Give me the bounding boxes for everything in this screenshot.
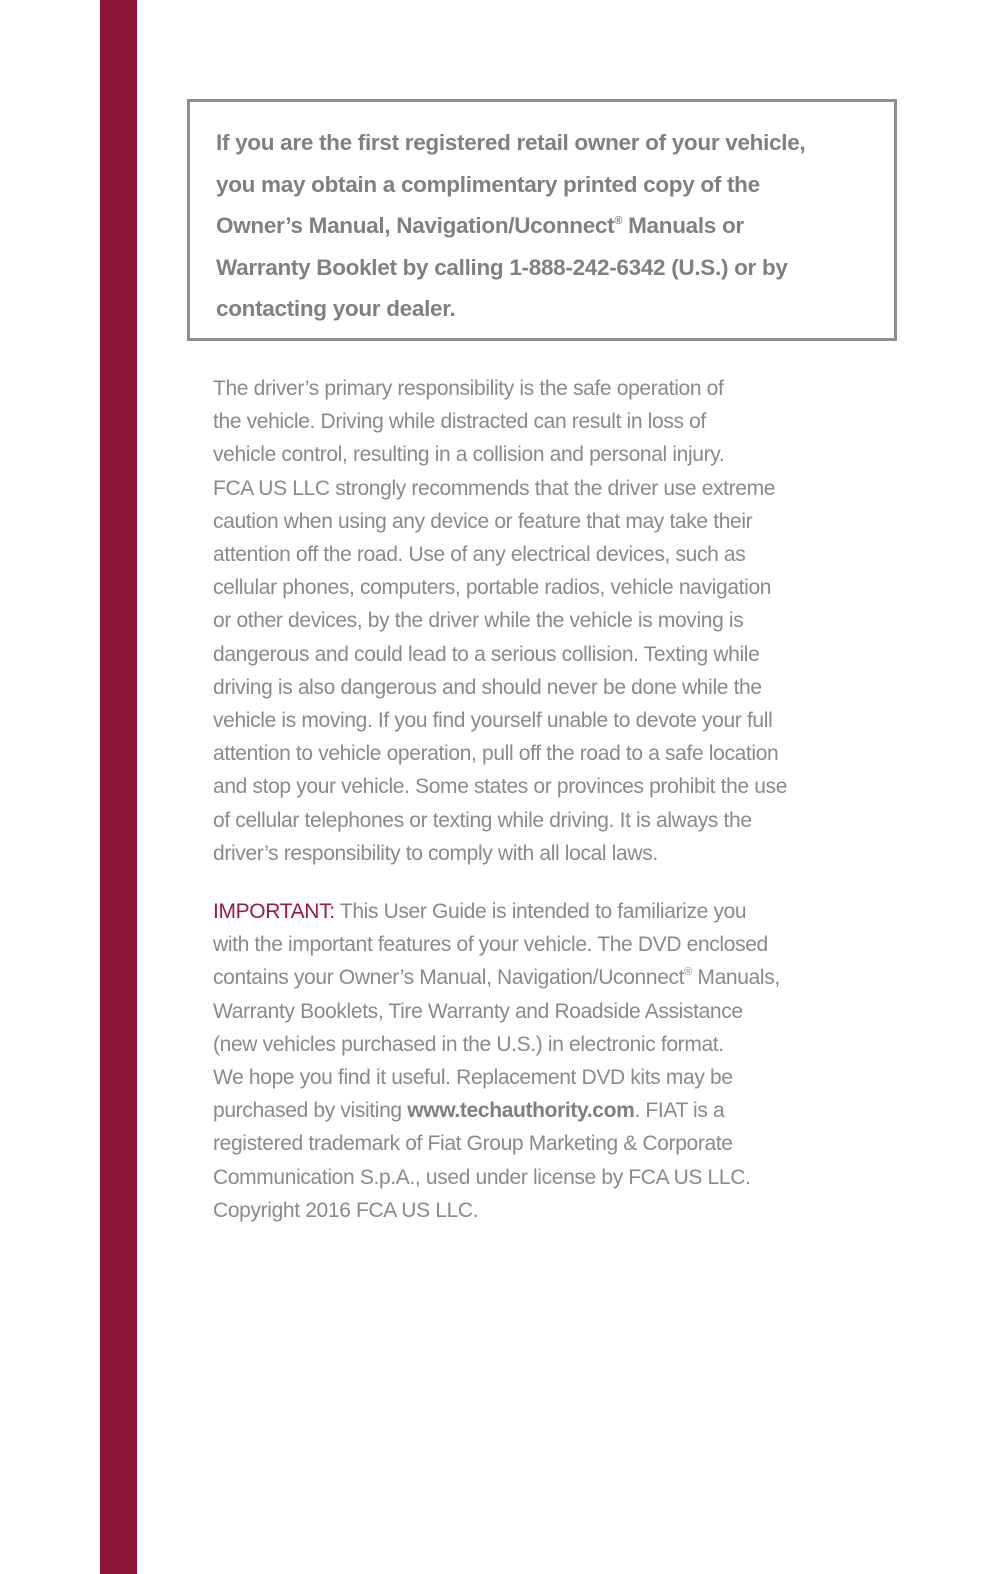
- registered-mark: ®: [684, 966, 692, 979]
- important-paragraph: [213, 895, 893, 1227]
- paragraph-line: (new vehicles purchased in the U.S.) in electronic format.: [213, 1032, 724, 1056]
- text-fragment: contains your Owner’s Manual, Navigation/Uconnect: [213, 966, 685, 990]
- notice-line: If you are the first registered retail owner of your vehicle,: [216, 130, 806, 155]
- techauthority-link[interactable]: www.techauthority.com: [407, 1099, 635, 1123]
- paragraph-line: Copyright 2016 FCA US LLC.: [213, 1198, 479, 1222]
- paragraph-line: the vehicle. Driving while distracted can result in loss of: [213, 410, 706, 434]
- paragraph-line: The driver’s primary responsibility is the safe operation of: [213, 377, 724, 400]
- paragraph-line: driver’s responsibility to comply with all local laws.: [213, 841, 658, 865]
- notice-text-fragment: Owner’s Manual, Navigation/Uconnect: [216, 213, 615, 238]
- paragraph-line: caution when using any device or feature that may take their: [213, 509, 753, 533]
- paragraph-line: FCA US LLC strongly recommends that the driver use extreme: [213, 476, 776, 500]
- paragraph-line: registered trademark of Fiat Group Marketing & Corporate: [213, 1132, 733, 1156]
- paragraph-line: [213, 895, 893, 928]
- notice-line: Warranty Booklet by calling 1-888-242-6342 (U.S.) or by: [216, 254, 788, 280]
- paragraph-line: dangerous and could lead to a serious collision. Texting while: [213, 642, 760, 666]
- complimentary-manual-notice-box: [187, 99, 897, 341]
- notice-text: [216, 122, 876, 330]
- paragraph-line: and stop your vehicle. Some states or provinces prohibit the use: [213, 775, 788, 799]
- notice-line: contacting your dealer.: [216, 296, 456, 321]
- text-fragment: purchased by visiting: [213, 1099, 408, 1123]
- paragraph-line: or other devices, by the driver while the vehicle is moving is: [213, 609, 744, 633]
- driver-safety-paragraph: [213, 372, 893, 870]
- paragraph-line: attention to vehicle operation, pull off the road to a safe location: [213, 742, 779, 766]
- text-fragment: . FIAT is a: [634, 1099, 725, 1123]
- paragraph-line: Communication S.p.A., used under license by FCA US LLC.: [213, 1165, 751, 1189]
- text-fragment: This User Guide is intended to familiarize you: [334, 900, 747, 923]
- paragraph-line: with the important features of your vehicle. The DVD enclosed: [213, 933, 768, 957]
- paragraph-line: We hope you find it useful. Replacement DVD kits may be: [213, 1066, 733, 1090]
- paragraph-line: vehicle control, resulting in a collision and personal injury.: [213, 443, 725, 467]
- paragraph-line: [213, 1094, 893, 1127]
- text-fragment: Manuals,: [691, 966, 780, 990]
- notice-text-fragment: Manuals or: [628, 213, 744, 238]
- notice-line: [216, 205, 876, 247]
- paragraph-line: cellular phones, computers, portable radios, vehicle navigation: [213, 576, 772, 600]
- notice-line: you may obtain a complimentary printed copy of the: [216, 171, 760, 197]
- accent-side-bar: [100, 0, 137, 1574]
- paragraph-line: driving is also dangerous and should never be done while the: [213, 675, 762, 699]
- important-label: IMPORTANT:: [213, 900, 335, 923]
- paragraph-line: Warranty Booklets, Tire Warranty and Roadside Assistance: [213, 999, 743, 1023]
- paragraph-line: of cellular telephones or texting while driving. It is always the: [213, 808, 752, 832]
- paragraph-line: vehicle is moving. If you find yourself unable to devote your full: [213, 709, 773, 733]
- paragraph-line: [213, 961, 893, 994]
- registered-mark: ®: [614, 215, 623, 227]
- paragraph-line: attention off the road. Use of any electrical devices, such as: [213, 543, 746, 567]
